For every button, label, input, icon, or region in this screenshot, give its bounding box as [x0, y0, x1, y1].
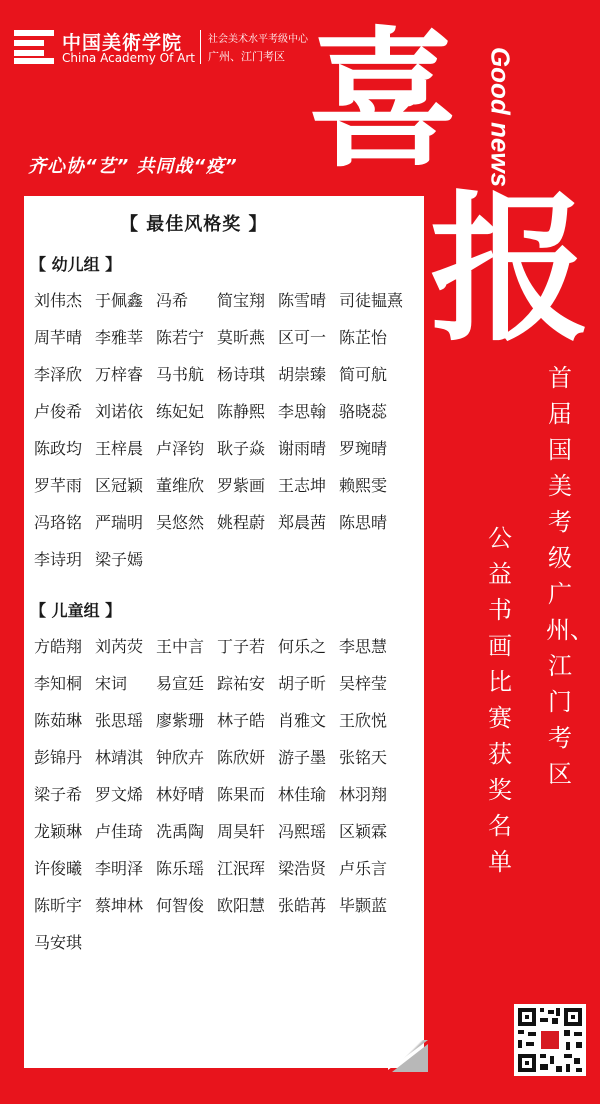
- good-news-text: Good news: [485, 46, 516, 188]
- award-name: 毕颢蓝: [339, 896, 388, 915]
- award-name: 张思瑶: [95, 711, 144, 730]
- headline-char-bao: 报: [430, 176, 591, 363]
- award-name: 周芊晴: [34, 328, 83, 347]
- logo-divider: [200, 30, 201, 64]
- award-name: 郑晨茜: [278, 513, 327, 532]
- headline-char-xi: 喜: [308, 14, 459, 188]
- award-name: 梁浩贤: [278, 859, 327, 878]
- award-name: 梁子希: [34, 785, 83, 804]
- award-name: 区颖霖: [339, 822, 388, 841]
- award-name: 陈政均: [34, 439, 83, 458]
- award-name: 张铭天: [339, 748, 388, 767]
- award-name: 简宝翔: [217, 291, 266, 310]
- award-name: 练妃妃: [156, 402, 205, 421]
- group-title-children: 【 儿童组 】: [30, 601, 122, 620]
- award-name: 罗文烯: [95, 785, 144, 804]
- award-name: 罗芊雨: [34, 476, 83, 495]
- award-name: 胡子昕: [278, 674, 327, 693]
- award-name: 欧阳慧: [217, 896, 266, 915]
- award-name: 林羽翔: [339, 785, 388, 804]
- good-news-label: [480, 42, 520, 192]
- award-name: 丁子若: [217, 637, 266, 656]
- award-name: 冯珞铭: [34, 513, 83, 532]
- award-name: 易宣廷: [156, 674, 205, 693]
- award-name: 江泯珲: [217, 859, 266, 878]
- name-list-children: [34, 634, 414, 967]
- award-name: 梁子嫣: [95, 550, 144, 569]
- award-name: 卢俊希: [34, 402, 83, 421]
- side-text-line1: 首届国美考级广州、江门考区: [546, 364, 594, 788]
- china-academy-logo-icon: [14, 30, 54, 64]
- award-name: 莫昕燕: [217, 328, 266, 347]
- award-name: 卢乐言: [339, 859, 388, 878]
- award-name: 何智俊: [156, 896, 205, 915]
- award-name: 林子皓: [217, 711, 266, 730]
- award-name: 罗紫画: [217, 476, 266, 495]
- side-text-line2: 公益书画比赛获奖名单: [488, 524, 512, 876]
- name-list-kindergarten: [34, 288, 414, 584]
- award-name: 简可航: [339, 365, 388, 384]
- award-name: 陈乐瑶: [156, 859, 205, 878]
- award-name: 杨诗琪: [217, 365, 266, 384]
- award-name: 踪祐安: [217, 674, 266, 693]
- award-name: 彭锦丹: [34, 748, 83, 767]
- qr-center-logo-icon: [541, 1031, 559, 1049]
- award-name: 李雅莘: [95, 328, 144, 347]
- award-name: 李泽欣: [34, 365, 83, 384]
- award-name: 严瑞明: [95, 513, 144, 532]
- award-name: 于佩鑫: [95, 291, 144, 310]
- award-name: 陈雪晴: [278, 291, 327, 310]
- award-name: 区可一: [278, 328, 327, 347]
- award-name: 赖熙雯: [339, 476, 388, 495]
- award-name: 宋词: [95, 674, 128, 693]
- award-name: 吴梓莹: [339, 674, 388, 693]
- award-name: 刘诺依: [95, 402, 144, 421]
- award-name: 龙颖琳: [34, 822, 83, 841]
- qr-code-icon: [514, 1004, 586, 1076]
- award-name: 张皓苒: [278, 896, 327, 915]
- award-name: 区冠颖: [95, 476, 144, 495]
- award-name: 罗琬晴: [339, 439, 388, 458]
- award-name: 许俊曦: [34, 859, 83, 878]
- award-name: 林靖淇: [95, 748, 144, 767]
- award-name: 陈昕宇: [34, 896, 83, 915]
- award-name: 王中言: [156, 637, 205, 656]
- award-name: 游子墨: [278, 748, 327, 767]
- award-name: 耿子焱: [217, 439, 266, 458]
- award-name: 万梓睿: [95, 365, 144, 384]
- group-title-kindergarten: 【 幼儿组 】: [30, 255, 122, 274]
- award-name: 刘芮荧: [95, 637, 144, 656]
- award-name: 方皓翔: [34, 637, 83, 656]
- award-name: 李明泽: [95, 859, 144, 878]
- header-logo: [14, 26, 314, 70]
- award-title: 【 最佳风格奖 】: [120, 214, 268, 235]
- award-name: 王志坤: [278, 476, 327, 495]
- award-name: 王梓晨: [95, 439, 144, 458]
- award-name: 李思慧: [339, 637, 388, 656]
- award-name: 陈芷怡: [339, 328, 388, 347]
- slogan: 齐心协“艺” 共同战“疫”: [28, 156, 238, 177]
- logo-title: 中国美術学院: [62, 32, 183, 54]
- center-name: 社会美术水平考级中心: [208, 34, 308, 45]
- award-name: 陈茹琳: [34, 711, 83, 730]
- award-name: 陈果而: [217, 785, 266, 804]
- award-name: 陈欣妍: [217, 748, 266, 767]
- award-name: 陈思晴: [339, 513, 388, 532]
- award-name: 蔡坤林: [95, 896, 144, 915]
- award-name: 何乐之: [278, 637, 327, 656]
- award-name: 姚程蔚: [217, 513, 266, 532]
- award-name: 冯希: [156, 291, 189, 310]
- award-name: 冯熙瑶: [278, 822, 327, 841]
- award-name: 马安琪: [34, 933, 83, 952]
- award-name: 马书航: [156, 365, 205, 384]
- award-name: 董维欣: [156, 476, 205, 495]
- award-name: 林妤晴: [156, 785, 205, 804]
- award-name: 司徒韫熹: [339, 291, 404, 310]
- award-name: 林佳瑜: [278, 785, 327, 804]
- logo-english-name: China Academy Of Art: [62, 51, 195, 65]
- award-name: 王欣悦: [339, 711, 388, 730]
- exam-region: 广州、江门考区: [208, 50, 285, 63]
- award-name: 卢泽钧: [156, 439, 205, 458]
- award-name: 钟欣卉: [156, 748, 205, 767]
- award-name: 廖紫珊: [156, 711, 205, 730]
- award-name: 肖雅文: [278, 711, 327, 730]
- award-name: 吴悠然: [156, 513, 205, 532]
- award-name: 骆晓蕊: [339, 402, 388, 421]
- award-name: 陈若宁: [156, 328, 205, 347]
- award-name: 卢佳琦: [95, 822, 144, 841]
- award-name: 谢雨晴: [278, 439, 327, 458]
- award-name: 李知桐: [34, 674, 83, 693]
- award-name: 李思翰: [278, 402, 327, 421]
- award-name: 李诗玥: [34, 550, 83, 569]
- award-name: 刘伟杰: [34, 291, 83, 310]
- award-name: 胡崇臻: [278, 365, 327, 384]
- award-name: 周昊轩: [217, 822, 266, 841]
- award-name: 陈静熙: [217, 402, 266, 421]
- award-name: 冼禹陶: [156, 822, 205, 841]
